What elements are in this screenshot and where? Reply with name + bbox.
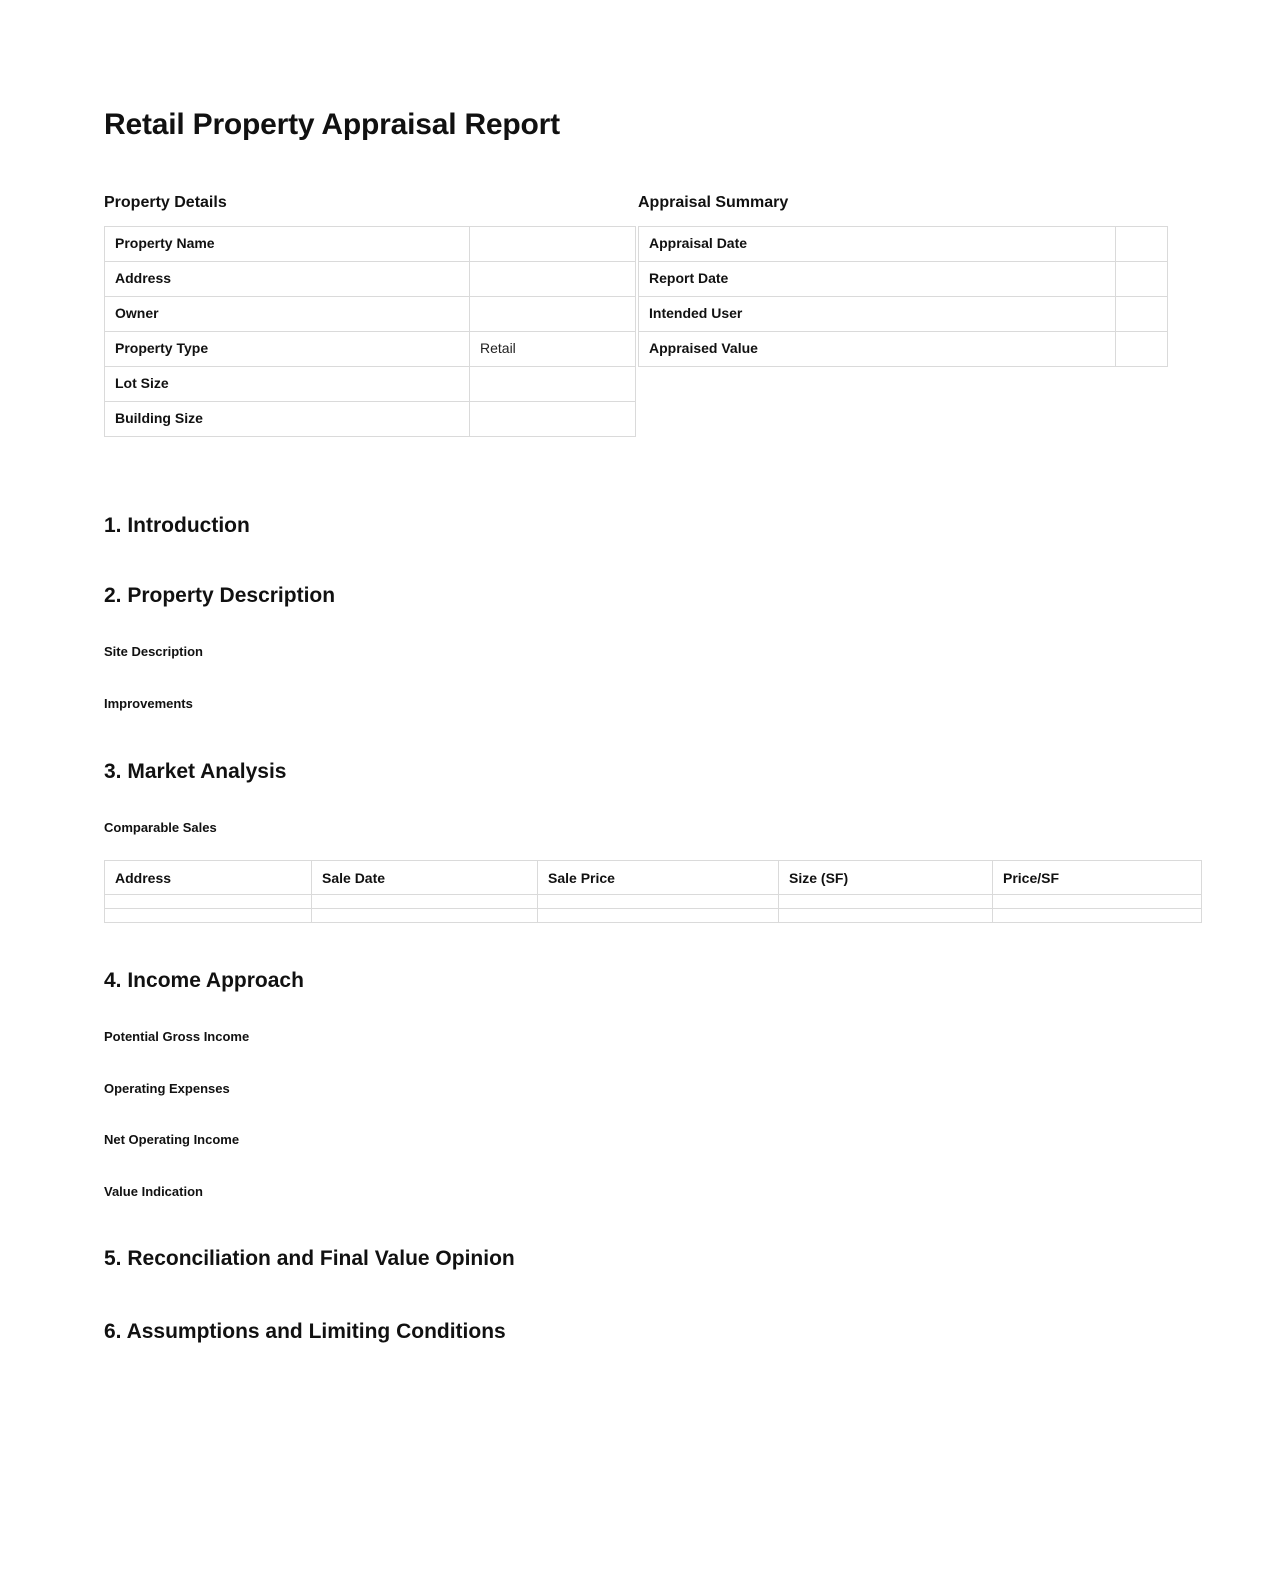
intended-user-value[interactable]: [1116, 296, 1168, 331]
cell-address[interactable]: [105, 895, 312, 909]
cell-sale-price[interactable]: [538, 909, 779, 923]
table-row: [639, 261, 1168, 296]
appraisal-date-value[interactable]: [1116, 226, 1168, 261]
address-value[interactable]: [470, 261, 636, 296]
cell-sale-date[interactable]: [312, 909, 538, 923]
table-row: [639, 331, 1168, 366]
property-type-label: Property Type: [105, 331, 470, 366]
lot-size-label: Lot Size: [105, 366, 470, 401]
summary-columns: [104, 193, 1146, 437]
property-name-value[interactable]: [470, 226, 636, 261]
cell-sale-date[interactable]: [312, 895, 538, 909]
property-details-table: [104, 226, 636, 437]
table-row: [105, 331, 636, 366]
subheading-net-operating-income: Net Operating Income: [104, 1132, 240, 1148]
section-heading-income-approach: 4. Income Approach: [104, 969, 304, 993]
section-heading-reconciliation: 5. Reconciliation and Final Value Opinion: [104, 1246, 515, 1270]
table-row: [105, 909, 1202, 923]
section-heading-market-analysis: 3. Market Analysis: [104, 760, 287, 784]
lot-size-value[interactable]: [470, 366, 636, 401]
column-header-size-sf: Size (SF): [779, 861, 993, 895]
building-size-value[interactable]: [470, 401, 636, 436]
owner-value[interactable]: [470, 296, 636, 331]
building-size-label: Building Size: [105, 401, 470, 436]
intended-user-label: Intended User: [639, 296, 1116, 331]
address-label: Address: [105, 261, 470, 296]
cell-price-sf[interactable]: [993, 909, 1202, 923]
table-row: [105, 895, 1202, 909]
table-row: [105, 261, 636, 296]
cell-sale-price[interactable]: [538, 895, 779, 909]
appraised-value-label: Appraised Value: [639, 331, 1116, 366]
appraisal-date-label: Appraisal Date: [639, 226, 1116, 261]
section-heading-property-description: 2. Property Description: [104, 583, 336, 607]
subheading-potential-gross-income: Potential Gross Income: [104, 1029, 250, 1045]
comparable-sales-table: [104, 860, 1202, 923]
table-row: [105, 401, 636, 436]
subheading-improvements: Improvements: [104, 695, 193, 711]
appraisal-summary-block: [638, 193, 1146, 437]
table-row: [105, 366, 636, 401]
property-type-value[interactable]: Retail: [470, 331, 636, 366]
section-heading-introduction: 1. Introduction: [104, 513, 250, 537]
table-row: [105, 226, 636, 261]
cell-price-sf[interactable]: [993, 895, 1202, 909]
cell-address[interactable]: [105, 909, 312, 923]
column-header-sale-date: Sale Date: [312, 861, 538, 895]
property-name-label: Property Name: [105, 226, 470, 261]
subheading-site-description: Site Description: [104, 644, 203, 660]
report-date-value[interactable]: [1116, 261, 1168, 296]
column-header-price-sf: Price/SF: [993, 861, 1202, 895]
property-details-heading: Property Details: [104, 193, 227, 211]
document-body: [104, 0, 1146, 1344]
appraised-value-value[interactable]: [1116, 331, 1168, 366]
owner-label: Owner: [105, 296, 470, 331]
cell-size-sf[interactable]: [779, 895, 993, 909]
column-header-address: Address: [105, 861, 312, 895]
report-date-label: Report Date: [639, 261, 1116, 296]
table-row: [105, 296, 636, 331]
property-details-block: [104, 193, 615, 437]
subheading-operating-expenses: Operating Expenses: [104, 1080, 230, 1096]
column-header-sale-price: Sale Price: [538, 861, 779, 895]
subheading-comparable-sales: Comparable Sales: [104, 820, 217, 836]
table-row: [639, 296, 1168, 331]
page-title: Retail Property Appraisal Report: [104, 108, 560, 141]
subheading-value-indication: Value Indication: [104, 1184, 203, 1199]
cell-size-sf[interactable]: [779, 909, 993, 923]
section-heading-assumptions: 6. Assumptions and Limiting Conditions: [104, 1319, 506, 1343]
appraisal-summary-heading: Appraisal Summary: [638, 193, 789, 211]
appraisal-summary-table: [638, 226, 1168, 367]
column-gap: [615, 193, 638, 437]
table-row: [639, 226, 1168, 261]
table-header-row: [105, 861, 1202, 895]
